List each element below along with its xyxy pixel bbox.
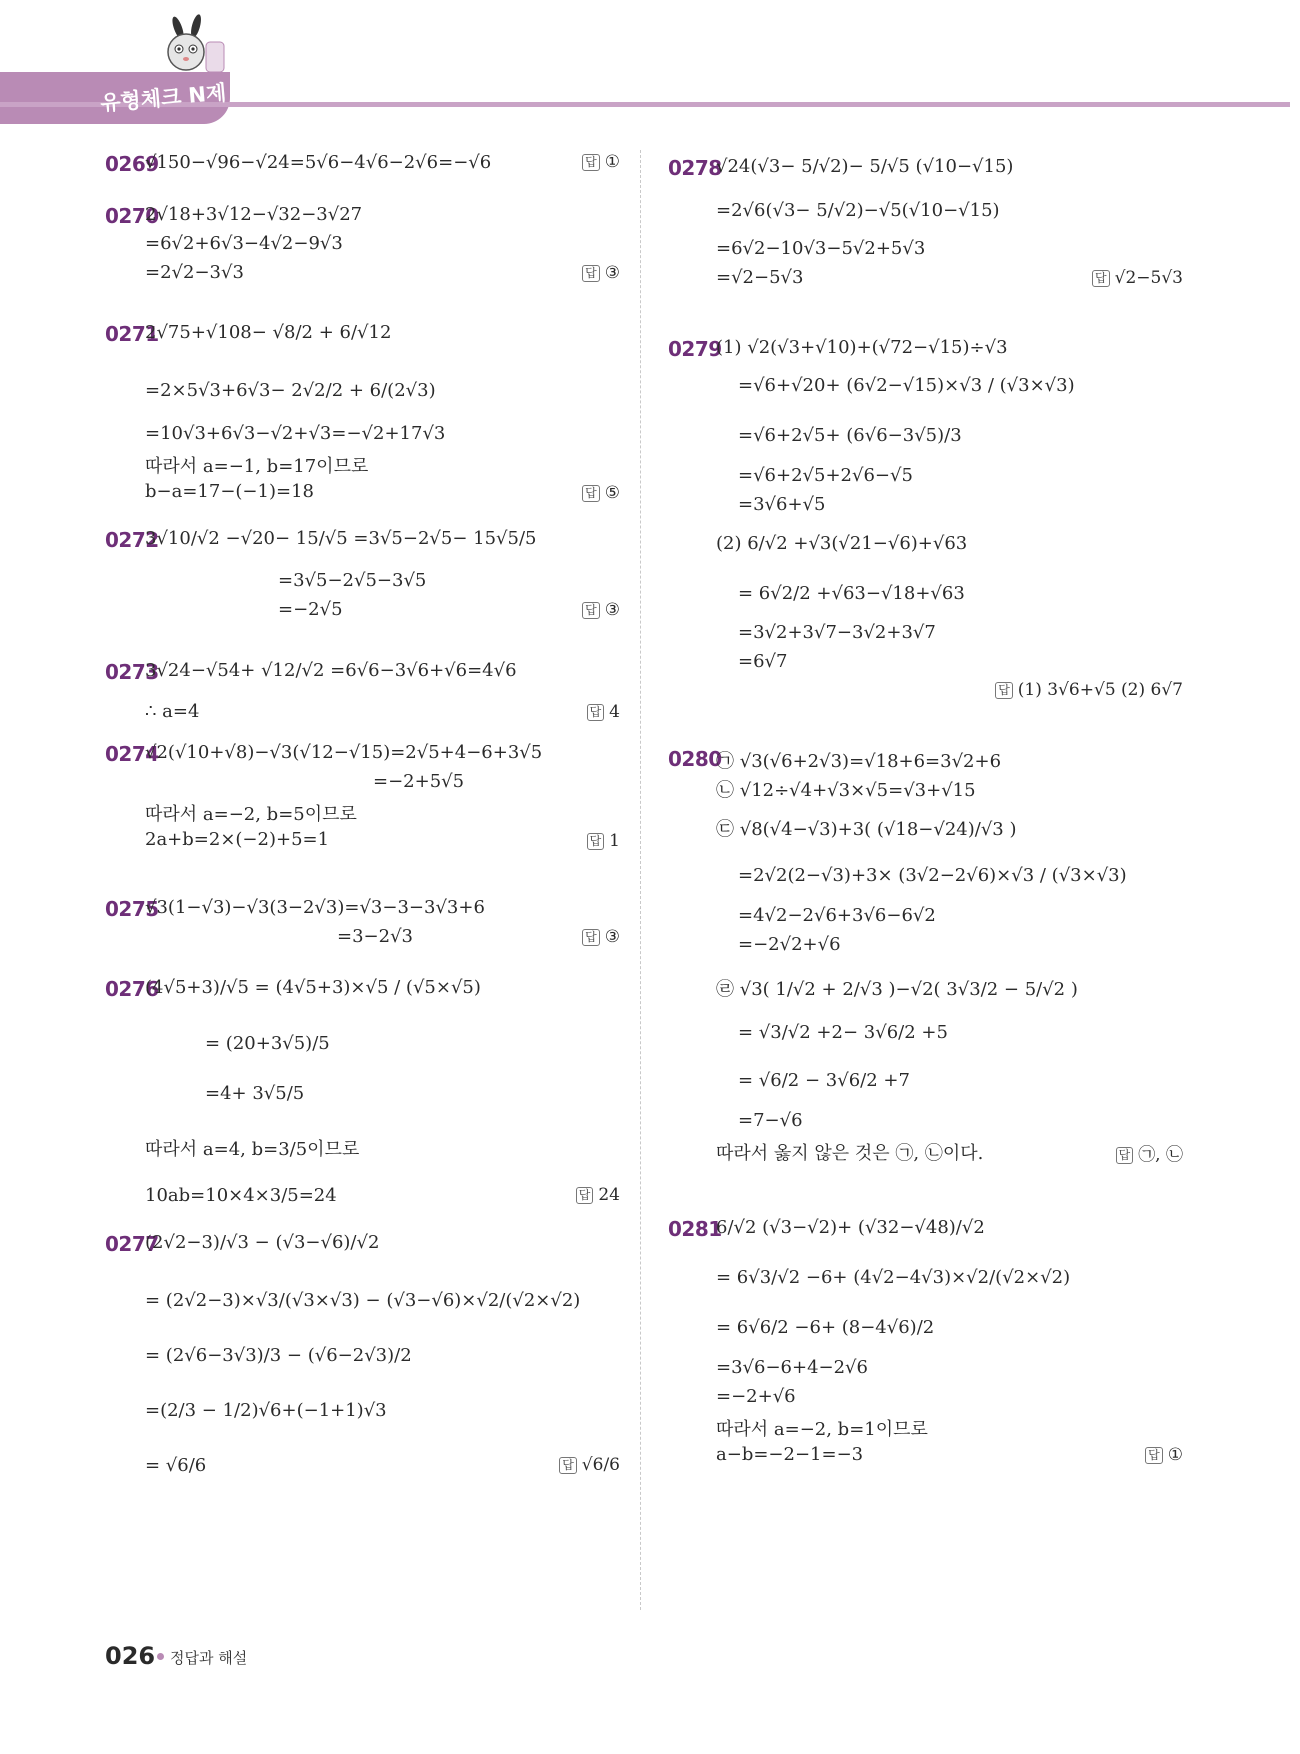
problem-number: 0271	[105, 322, 159, 346]
solution-line: =(2/3 − 1/2)√6+(−1+1)√3	[145, 1400, 387, 1421]
problem-number: 0281	[668, 1217, 722, 1241]
solution-line: 따라서 a=−2, b=5이므로	[145, 804, 357, 825]
problem-number: 0277	[105, 1232, 159, 1256]
column-divider	[640, 150, 641, 1610]
answer	[1116, 1140, 1183, 1165]
solution-line: = 6√2/2 +√63−√18+√63	[738, 583, 965, 604]
answer-mark: 답	[587, 833, 605, 850]
answer	[582, 152, 620, 172]
solution-line: ㉣ √3( 1/√2 + 2/√3 )−√2( 3√3/2 − 5/√2 )	[716, 979, 1078, 1000]
answer-mark: 답	[995, 682, 1013, 699]
solution-line: 10ab=10×4×3/5=24	[145, 1185, 337, 1206]
solution-line: =3−2√3	[337, 926, 413, 947]
solution-line: =−2+5√5	[373, 771, 465, 792]
solution-line: 따라서 a=−2, b=1이므로	[716, 1419, 928, 1440]
answer-value: ③	[604, 600, 620, 620]
solution-line: 따라서 옳지 않은 것은 ㉠, ㉡이다.	[716, 1143, 984, 1164]
problem-number: 0279	[668, 337, 722, 361]
solution-line: 따라서 a=4, b=3/5이므로	[145, 1139, 360, 1160]
solution-line: =6√2−10√3−5√2+5√3	[716, 238, 926, 259]
solution-line: =4+ 3√5/5	[205, 1083, 305, 1104]
solution-line: =2√2(2−√3)+3× (3√2−2√6)×√3 / (√3×√3)	[738, 865, 1127, 886]
answer-value: √2−5√3	[1114, 268, 1183, 288]
solution-line: =−2+√6	[716, 1386, 796, 1407]
solution-line: =√6+2√5+ (6√6−3√5)/3	[738, 425, 962, 446]
solution-line: √2(√10+√8)−√3(√12−√15)=2√5+4−6+3√5	[145, 742, 543, 763]
answer-mark: 답	[582, 929, 600, 946]
bullet-icon	[157, 1653, 164, 1660]
answer-mark: 답	[582, 485, 600, 502]
answer-value: ㉠, ㉡	[1138, 1145, 1183, 1165]
solution-line: = 6√3/√2 −6+ (4√2−4√3)×√2/(√2×√2)	[716, 1267, 1071, 1288]
solution-line: =3√5−2√5−3√5	[278, 570, 427, 591]
solution-line: =6√7	[738, 651, 788, 672]
problem-number: 0273	[105, 660, 159, 684]
answer	[582, 263, 620, 283]
answer-mark: 답	[582, 265, 600, 282]
answer	[559, 1455, 620, 1475]
answer-value: ①	[1167, 1445, 1183, 1465]
solution-line: √150−√96−√24=5√6−4√6−2√6=−√6	[145, 152, 492, 173]
solution-line: 2√75+√108− √8/2 + 6/√12	[145, 322, 392, 343]
solution-line: =3√6+√5	[738, 494, 826, 515]
solution-line: a−b=−2−1=−3	[716, 1444, 864, 1465]
answer-value: 4	[609, 702, 620, 722]
solution-line: = (20+3√5)/5	[205, 1033, 330, 1054]
answer	[1145, 1445, 1183, 1465]
solution-line: =−2√5	[278, 599, 343, 620]
solution-line: (1) √2(√3+√10)+(√72−√15)÷√3	[716, 337, 1008, 358]
solution-line: 2√18+3√12−√32−3√27	[145, 204, 363, 225]
solution-line: √24(√3− 5/√2)− 5/√5 (√10−√15)	[716, 156, 1014, 177]
solution-line: 2a+b=2×(−2)+5=1	[145, 829, 330, 850]
solution-line: = (2√6−3√3)/3 − (√6−2√3)/2	[145, 1345, 412, 1366]
solution-line: =2×5√3+6√3− 2√2/2 + 6/(2√3)	[145, 380, 436, 401]
solution-line: √3(1−√3)−√3(3−2√3)=√3−3−3√3+6	[145, 897, 485, 918]
solution-line: (2√2−3)/√3 − (√3−√6)/√2	[145, 1232, 380, 1253]
answer	[582, 927, 620, 947]
answer-mark: 답	[559, 1457, 577, 1474]
answer	[587, 702, 620, 722]
solution-line: =3√6−6+4−2√6	[716, 1357, 868, 1378]
solution-line: = (2√2−3)×√3/(√3×√3) − (√3−√6)×√2/(√2×√2)	[145, 1290, 581, 1311]
answer-mark: 답	[1092, 270, 1110, 287]
solution-line: 3√24−√54+ √12/√2 =6√6−3√6+√6=4√6	[145, 660, 517, 681]
solution-line: =7−√6	[738, 1110, 803, 1131]
solution-line: b−a=17−(−1)=18	[145, 481, 314, 502]
solution-line: =−2√2+√6	[738, 934, 841, 955]
answer-value: (1) 3√6+√5 (2) 6√7	[1017, 680, 1183, 700]
solution-line: =√2−5√3	[716, 267, 804, 288]
solution-line: ㉢ √8(√4−√3)+3( (√18−√24)/√3 )	[716, 819, 1017, 840]
answer-mark: 답	[582, 602, 600, 619]
problem-number: 0272	[105, 528, 159, 552]
answer	[587, 831, 620, 851]
problem-number: 0275	[105, 897, 159, 921]
solution-line: (4√5+3)/√5 = (4√5+3)×√5 / (√5×√5)	[145, 977, 481, 998]
answer	[576, 1185, 620, 1205]
solution-line: 6/√2 (√3−√2)+ (√32−√48)/√2	[716, 1217, 985, 1238]
solution-line: ㉠ √3(√6+2√3)=√18+6=3√2+6	[716, 751, 1002, 772]
problem-number: 0270	[105, 204, 159, 228]
solution-line: = √6/2 − 3√6/2 +7	[738, 1070, 910, 1091]
answer-value: 1	[609, 831, 620, 851]
solution-line: 따라서 a=−1, b=17이므로	[145, 456, 369, 477]
answer-mark: 답	[576, 1187, 594, 1204]
answer-value: ③	[604, 263, 620, 283]
answer	[582, 483, 620, 503]
solution-line: 3√10/√2 −√20− 15/√5 =3√5−2√5− 15√5/5	[145, 528, 537, 549]
answer	[995, 680, 1183, 700]
solution-line: ∴ a=4	[145, 701, 200, 722]
answer	[1092, 268, 1183, 288]
solution-line: =4√2−2√6+3√6−6√2	[738, 905, 936, 926]
section-title: 유형체크 N제	[99, 80, 228, 116]
answer-value: 24	[598, 1185, 620, 1205]
solution-line: ㉡ √12÷√4+√3×√5=√3+√15	[716, 780, 976, 801]
solution-line: (2) 6/√2 +√3(√21−√6)+√63	[716, 533, 968, 554]
problem-number: 0269	[105, 152, 159, 176]
solution-line: = √3/√2 +2− 3√6/2 +5	[738, 1022, 948, 1043]
answer-value: √6/6	[581, 1455, 620, 1475]
answer-mark: 답	[1116, 1147, 1134, 1164]
problem-number: 0280	[668, 747, 722, 771]
page-number: 026	[105, 1642, 156, 1670]
problem-number: 0274	[105, 742, 159, 766]
answer-mark: 답	[1145, 1447, 1163, 1464]
footer-section-label: 정답과 해설	[170, 1649, 248, 1667]
bunny-mascot-icon	[150, 14, 230, 74]
solution-line: = √6/6	[145, 1455, 207, 1476]
problem-number: 0276	[105, 977, 159, 1001]
problem-number: 0278	[668, 156, 722, 180]
solution-line: =2√2−3√3	[145, 262, 244, 283]
solution-line: =6√2+6√3−4√2−9√3	[145, 233, 343, 254]
solution-line: =√6+√20+ (6√2−√15)×√3 / (√3×√3)	[738, 375, 1075, 396]
solution-line: =3√2+3√7−3√2+3√7	[738, 622, 936, 643]
answer-mark: 답	[582, 154, 600, 171]
answer	[582, 600, 620, 620]
solution-line: =2√6(√3− 5/√2)−√5(√10−√15)	[716, 200, 1000, 221]
solution-line: = 6√6/2 −6+ (8−4√6)/2	[716, 1317, 935, 1338]
solution-line: =√6+2√5+2√6−√5	[738, 465, 913, 486]
solution-line: =10√3+6√3−√2+√3=−√2+17√3	[145, 423, 446, 444]
answer-value: ⑤	[604, 483, 620, 503]
answer-value: ①	[604, 152, 620, 172]
answer-mark: 답	[587, 704, 605, 721]
answer-value: ③	[604, 927, 620, 947]
